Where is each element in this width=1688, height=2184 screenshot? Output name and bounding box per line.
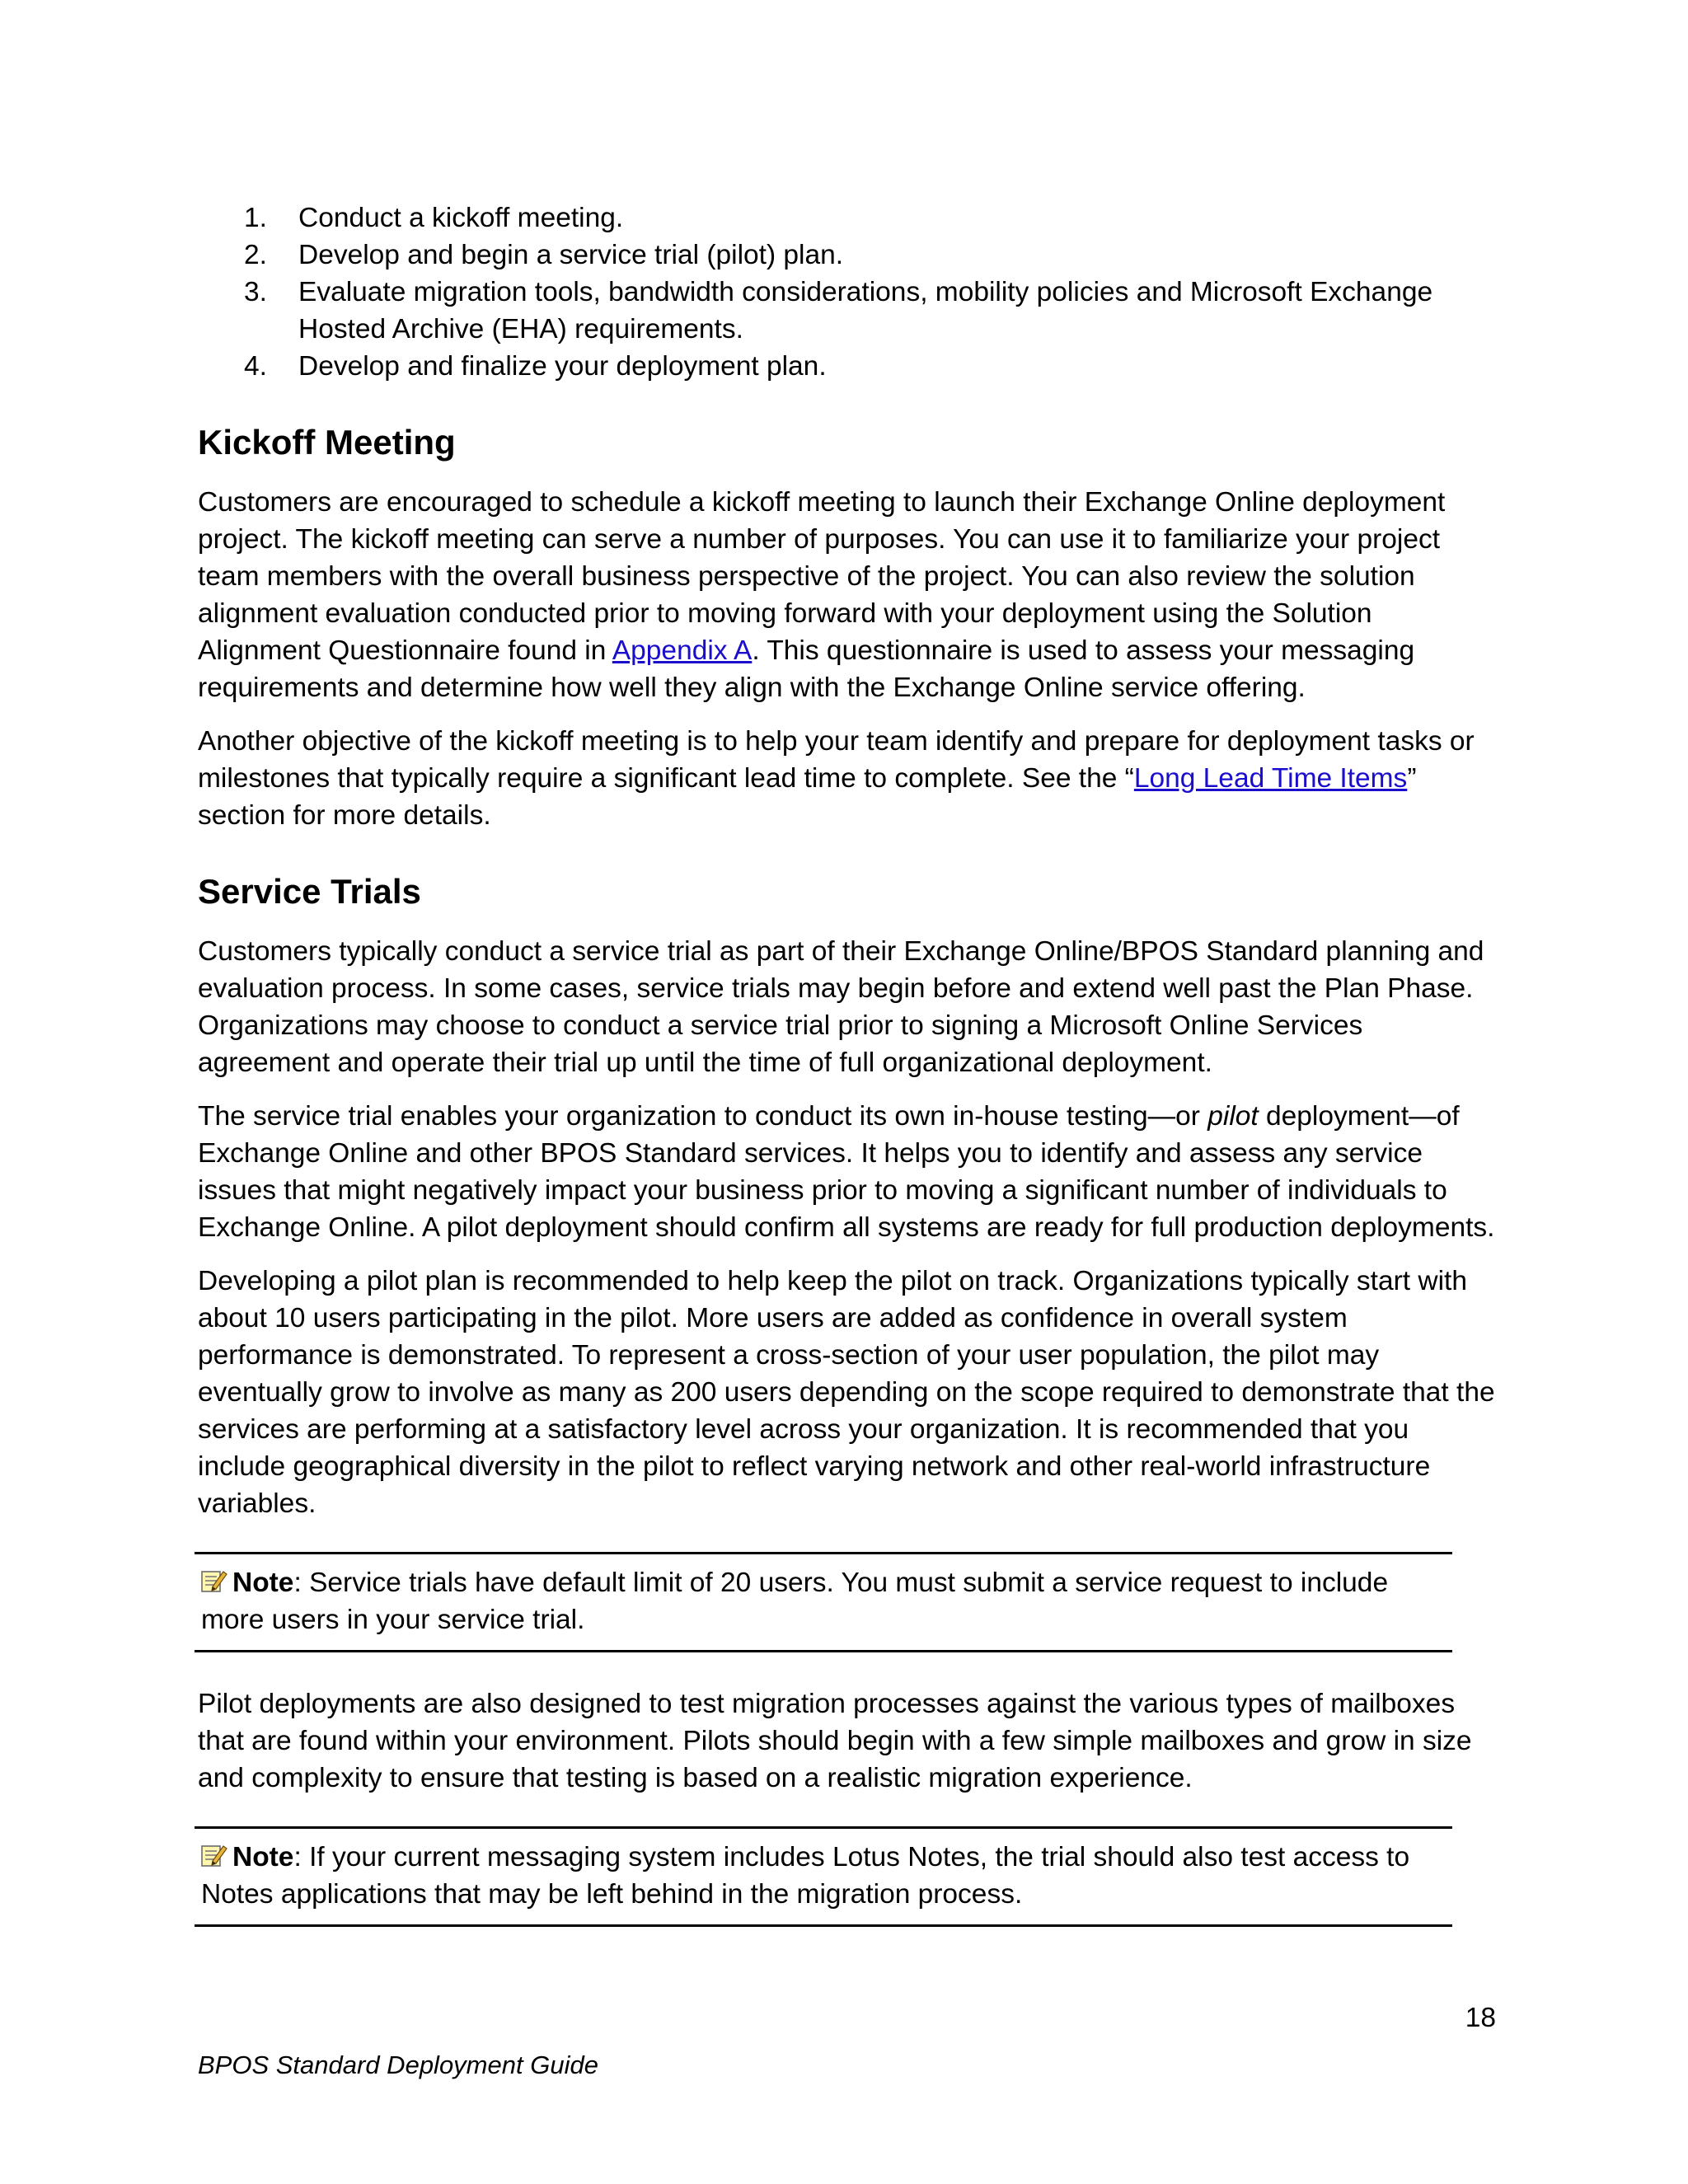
footer-doc-title: BPOS Standard Deployment Guide <box>198 2050 598 2079</box>
kickoff-p2-text-a: Another objective of the kickoff meeting is to help your team identify and prepare for deployment tasks or milestones that typically require a significant lead time to complete. See the “ <box>198 726 1475 794</box>
steps-list <box>198 199 1500 385</box>
appendix-a-link[interactable]: Appendix A <box>612 635 753 666</box>
note-pencil-icon <box>201 1840 227 1865</box>
service-trials-paragraph-3: Developing a pilot plan is recommended to help keep the pilot on track. Organizations typically start with about 10 users participating in the pilot. More users are added as confidence in overall system performance is demonstrated. To represent a cross-section of your user population, the pilot may eventually grow to involve as many as 200 users depending on the scope required to demonstrate that the services are performing at a satisfactory level across your organization. It is recommended that you include geographical diversity in the pilot to reflect varying network and other real-world infrastructure variables. <box>198 1266 1495 1519</box>
list-item-number: 3. <box>244 277 267 307</box>
kickoff-p1-text-b: . This questionnaire is used to assess your messaging requirements and determine how well they align with the Exchange Online service offering. <box>198 635 1415 703</box>
page-number: 18 <box>1465 2003 1496 2033</box>
list-item <box>198 199 1500 237</box>
page-content <box>198 199 1500 1960</box>
note-box-lotus-notes <box>195 1826 1452 1927</box>
note-text: : If your current messaging system includes Lotus Notes, the trial should also test access to Notes applications that may be left behind in the migration process. <box>201 1842 1410 1910</box>
note-pencil-icon <box>201 1566 227 1591</box>
kickoff-paragraph-2 <box>198 723 1500 834</box>
kickoff-p1-text-a: Customers are encouraged to schedule a kickoff meeting to launch their Exchange Online deployment project. The kickoff meeting can serve a number of purposes. You can use it to familiarize your project team members with the overall business perspective of the project. You can also review the solution alignment evaluation conducted prior to moving forward with your deployment using the Solution Alignment Questionnaire found in <box>198 487 1446 666</box>
long-lead-time-items-link[interactable]: Long Lead Time Items <box>1133 763 1408 794</box>
list-item-number: 2. <box>244 240 267 270</box>
list-item <box>198 348 1500 385</box>
kickoff-p2-text-b: ” section for more details. <box>198 763 1417 831</box>
service-trials-p2-text-a: The service trial enables your organization to conduct its own in-house testing—or <box>198 1101 1208 1132</box>
service-trials-paragraph-2 <box>198 1098 1500 1246</box>
note-label: Note <box>232 1842 294 1872</box>
list-item-text: Evaluate migration tools, bandwidth considerations, mobility policies and Microsoft Exchange Hosted Archive (EHA) requirements. <box>298 277 1433 344</box>
service-trials-paragraph-4: Pilot deployments are also designed to test migration processes against the various types of mailboxes that are found within your environment. Pilots should begin with a few simple mailboxes and grow in size and complexity to ensure that testing is based on a realistic migration experience. <box>198 1689 1472 1793</box>
service-trials-heading: Service Trials <box>198 872 421 911</box>
kickoff-heading: Kickoff Meeting <box>198 423 456 462</box>
list-item-text: Develop and finalize your deployment plan. <box>298 351 827 382</box>
list-item <box>198 274 1500 348</box>
service-trials-paragraph-1: Customers typically conduct a service trial as part of their Exchange Online/BPOS Standard planning and evaluation process. In some cases, service trials may begin before and extend well past the Plan Phase. Organizations may choose to conduct a service trial prior to signing a Microsoft Online Services agreement and operate their trial up until the time of full organizational deployment. <box>198 936 1484 1078</box>
list-item-number: 1. <box>244 203 267 233</box>
note-text: : Service trials have default limit of 20 users. You must submit a service request to include more users in your service trial. <box>201 1568 1389 1635</box>
list-item-text: Conduct a kickoff meeting. <box>298 203 624 233</box>
note-label: Note <box>232 1568 294 1598</box>
service-trials-p2-text-b: deployment—of Exchange Online and other BPOS Standard services. It helps you to identify and assess any service issues that might negatively impact your business prior to moving a significant number of individuals to Exchange Online. A pilot deployment should confirm all systems are ready for full production deployments. <box>198 1101 1495 1243</box>
pilot-italic: pilot <box>1207 1101 1259 1132</box>
note-box-user-limit <box>195 1552 1452 1652</box>
list-item-number: 4. <box>244 351 267 382</box>
list-item-text: Develop and begin a service trial (pilot) plan. <box>298 240 844 270</box>
kickoff-paragraph-1 <box>198 484 1500 706</box>
list-item <box>198 237 1500 274</box>
